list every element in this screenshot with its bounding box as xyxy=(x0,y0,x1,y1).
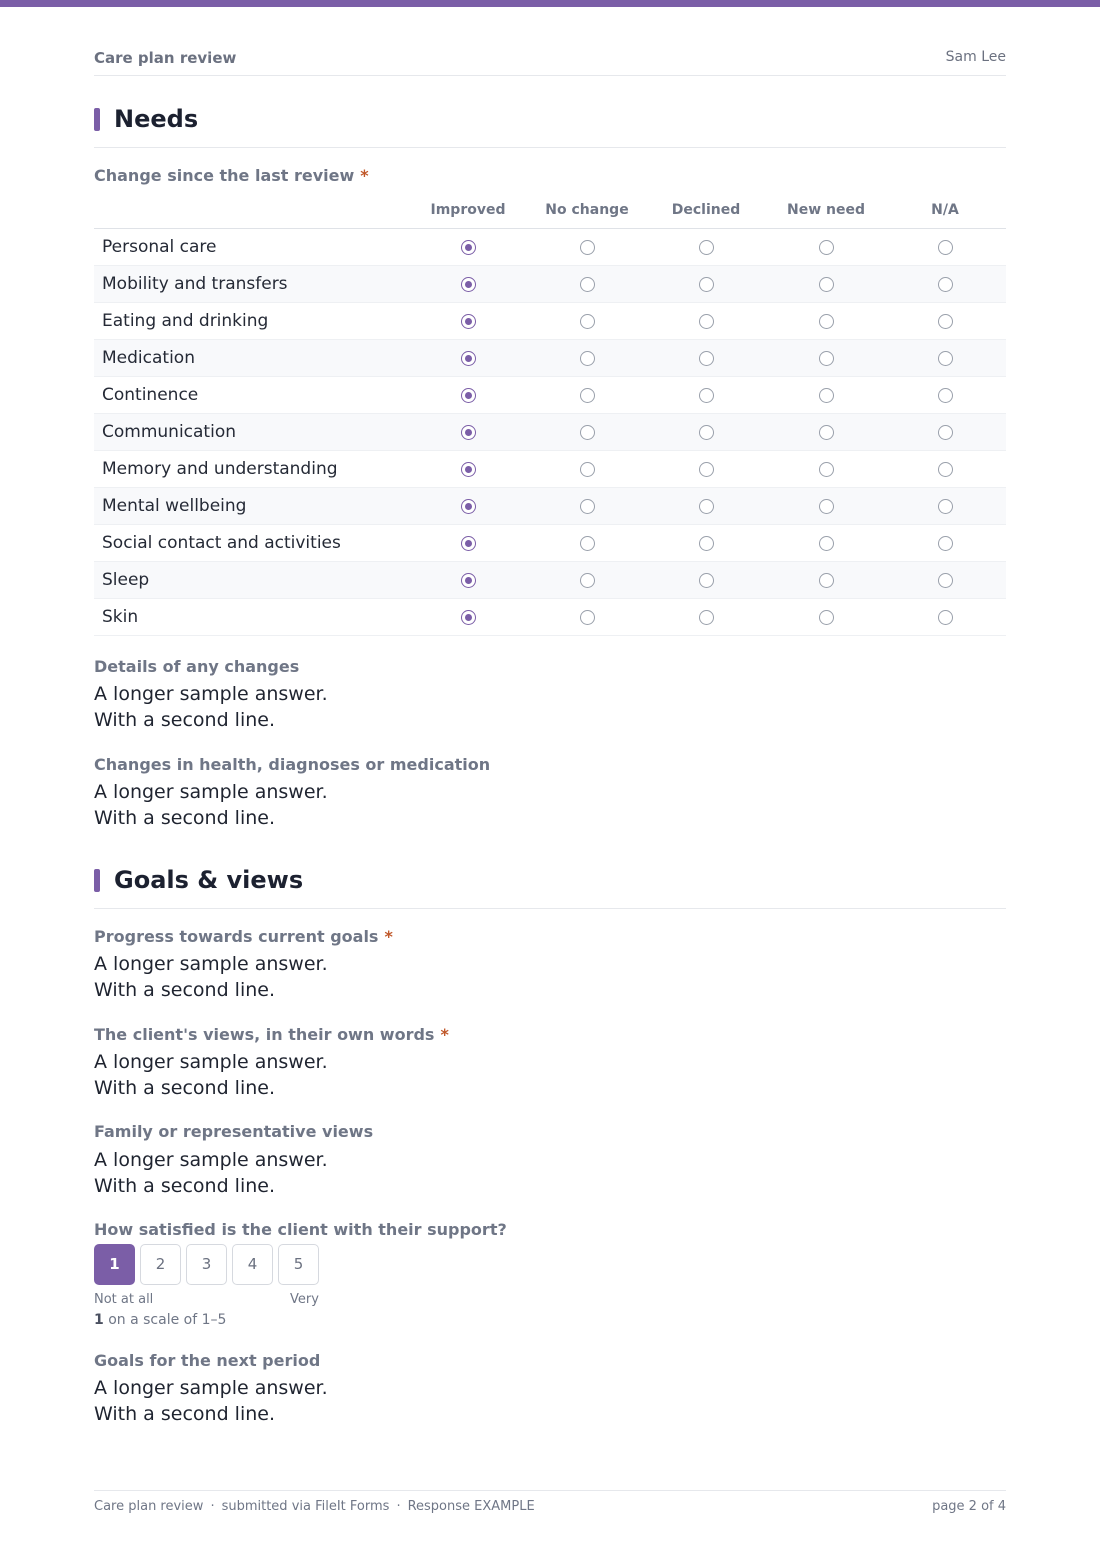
footer-response: Response EXAMPLE xyxy=(407,1499,535,1514)
radio-n-a[interactable] xyxy=(938,610,953,625)
section-title: Goals & views xyxy=(114,866,304,894)
question-label-text: The client's views, in their own words xyxy=(94,1025,435,1044)
grid-row-label: Mobility and transfers xyxy=(102,274,288,294)
grid-row xyxy=(94,488,1006,525)
radio-new-need[interactable] xyxy=(819,425,834,440)
answer-client-views xyxy=(94,1049,328,1101)
radio-n-a[interactable] xyxy=(938,573,953,588)
grid-row-label: Medication xyxy=(102,348,195,368)
radio-improved[interactable] xyxy=(461,536,476,551)
radio-declined[interactable] xyxy=(699,462,714,477)
radio-improved[interactable] xyxy=(461,314,476,329)
scale-option-5[interactable]: 5 xyxy=(278,1244,319,1285)
scale-option-1[interactable]: 1 xyxy=(94,1244,135,1285)
radio-no-change[interactable] xyxy=(580,536,595,551)
section-title: Needs xyxy=(114,105,199,133)
radio-n-a[interactable] xyxy=(938,425,953,440)
grid-row-label: Memory and understanding xyxy=(102,459,338,479)
footer-separator: · xyxy=(210,1499,215,1514)
question-label-progress xyxy=(94,927,393,946)
radio-declined[interactable] xyxy=(699,314,714,329)
grid-row-label: Personal care xyxy=(102,237,217,257)
grid-row-label: Skin xyxy=(102,607,139,627)
section-accent-bar xyxy=(94,108,100,131)
answer-family-views xyxy=(94,1147,328,1199)
radio-declined[interactable] xyxy=(699,573,714,588)
required-mark: * xyxy=(440,1025,449,1044)
scale-value: 1 xyxy=(94,1312,104,1328)
radio-no-change[interactable] xyxy=(580,240,595,255)
radio-no-change[interactable] xyxy=(580,462,595,477)
answer-details xyxy=(94,681,328,733)
answer-line: With a second line. xyxy=(94,1077,275,1099)
radio-n-a[interactable] xyxy=(938,536,953,551)
question-label-details: Details of any changes xyxy=(94,657,300,676)
question-label-next-goals: Goals for the next period xyxy=(94,1351,321,1370)
required-mark: * xyxy=(384,927,393,946)
radio-declined[interactable] xyxy=(699,536,714,551)
radio-improved[interactable] xyxy=(461,425,476,440)
radio-n-a[interactable] xyxy=(938,499,953,514)
grid-row-label: Sleep xyxy=(102,570,150,590)
radio-n-a[interactable] xyxy=(938,351,953,366)
grid-row xyxy=(94,303,1006,340)
radio-no-change[interactable] xyxy=(580,314,595,329)
radio-declined[interactable] xyxy=(699,388,714,403)
grid-row xyxy=(94,377,1006,414)
radio-n-a[interactable] xyxy=(938,277,953,292)
radio-improved[interactable] xyxy=(461,277,476,292)
needs-grid-label xyxy=(94,166,369,185)
answer-line: With a second line. xyxy=(94,1175,275,1197)
radio-no-change[interactable] xyxy=(580,610,595,625)
scale-option-3[interactable]: 3 xyxy=(186,1244,227,1285)
radio-improved[interactable] xyxy=(461,240,476,255)
grid-column-header: N/A xyxy=(931,202,959,218)
radio-declined[interactable] xyxy=(699,425,714,440)
radio-new-need[interactable] xyxy=(819,314,834,329)
top-accent-bar xyxy=(0,0,1100,7)
grid-row xyxy=(94,451,1006,488)
grid-row xyxy=(94,562,1006,599)
radio-n-a[interactable] xyxy=(938,388,953,403)
radio-improved[interactable] xyxy=(461,462,476,477)
footer-separator: · xyxy=(396,1499,401,1514)
grid-row xyxy=(94,525,1006,562)
radio-new-need[interactable] xyxy=(819,388,834,403)
answer-line: With a second line. xyxy=(94,1403,275,1425)
grid-row-label: Mental wellbeing xyxy=(102,496,247,516)
footer-form-name: Care plan review xyxy=(94,1499,204,1514)
grid-column-header: New need xyxy=(787,202,865,218)
radio-no-change[interactable] xyxy=(580,573,595,588)
answer-line: With a second line. xyxy=(94,979,275,1001)
footer-via: submitted via FileIt Forms xyxy=(221,1499,390,1514)
radio-new-need[interactable] xyxy=(819,499,834,514)
page-header xyxy=(94,48,1006,76)
question-label-health: Changes in health, diagnoses or medication xyxy=(94,755,491,774)
radio-no-change[interactable] xyxy=(580,425,595,440)
radio-new-need[interactable] xyxy=(819,610,834,625)
radio-declined[interactable] xyxy=(699,351,714,366)
grid-column-header: Declined xyxy=(671,202,741,218)
radio-new-need[interactable] xyxy=(819,462,834,477)
grid-row xyxy=(94,599,1006,636)
scale-low-label: Not at all xyxy=(94,1292,154,1307)
radio-declined[interactable] xyxy=(699,499,714,514)
radio-declined[interactable] xyxy=(699,240,714,255)
grid-row-label: Continence xyxy=(102,385,199,405)
radio-declined[interactable] xyxy=(699,610,714,625)
answer-health xyxy=(94,779,328,831)
radio-new-need[interactable] xyxy=(819,536,834,551)
form-title: Care plan review xyxy=(94,49,237,67)
page-footer xyxy=(94,1490,1006,1520)
question-label-satisfaction: How satisfied is the client with their support? xyxy=(94,1220,507,1239)
radio-new-need[interactable] xyxy=(819,351,834,366)
grid-column-header: Improved xyxy=(430,202,506,218)
radio-no-change[interactable] xyxy=(580,351,595,366)
answer-next-goals xyxy=(94,1375,328,1427)
required-mark: * xyxy=(360,166,369,185)
question-label-text: Change since the last review xyxy=(94,166,355,185)
answer-line: A longer sample answer. xyxy=(94,1377,328,1399)
respondent-name: Sam Lee xyxy=(945,49,1006,65)
grid-row-label: Eating and drinking xyxy=(102,311,269,331)
answer-line: With a second line. xyxy=(94,709,275,731)
scale-option-4[interactable]: 4 xyxy=(232,1244,273,1285)
radio-n-a[interactable] xyxy=(938,240,953,255)
grid-row-label: Communication xyxy=(102,422,236,442)
question-label-family-views: Family or representative views xyxy=(94,1122,374,1141)
radio-n-a[interactable] xyxy=(938,314,953,329)
answer-line: With a second line. xyxy=(94,807,275,829)
page-number: page 2 of 4 xyxy=(932,1499,1006,1514)
answer-line: A longer sample answer. xyxy=(94,683,328,705)
answer-progress xyxy=(94,951,328,1003)
radio-new-need[interactable] xyxy=(819,240,834,255)
radio-no-change[interactable] xyxy=(580,499,595,514)
radio-declined[interactable] xyxy=(699,277,714,292)
radio-no-change[interactable] xyxy=(580,388,595,403)
answer-line: A longer sample answer. xyxy=(94,953,328,975)
scale-high-label: Very xyxy=(290,1292,319,1307)
radio-no-change[interactable] xyxy=(580,277,595,292)
radio-improved[interactable] xyxy=(461,499,476,514)
answer-line: A longer sample answer. xyxy=(94,1051,328,1073)
answer-line: A longer sample answer. xyxy=(94,781,328,803)
question-label-client-views xyxy=(94,1025,449,1044)
grid-row xyxy=(94,340,1006,377)
radio-n-a[interactable] xyxy=(938,462,953,477)
scale-option-2[interactable]: 2 xyxy=(140,1244,181,1285)
question-label-text: Progress towards current goals xyxy=(94,927,379,946)
scale-value-text xyxy=(94,1312,226,1328)
section-heading-goals xyxy=(94,866,1006,909)
needs-grid xyxy=(94,196,1006,636)
grid-row-label: Social contact and activities xyxy=(102,533,341,553)
radio-improved[interactable] xyxy=(461,610,476,625)
grid-body xyxy=(94,229,1006,636)
radio-new-need[interactable] xyxy=(819,277,834,292)
radio-improved[interactable] xyxy=(461,573,476,588)
footer-info xyxy=(94,1499,535,1514)
grid-row xyxy=(94,414,1006,451)
scale-value-suffix: on a scale of 1–5 xyxy=(108,1312,227,1328)
radio-improved[interactable] xyxy=(461,388,476,403)
grid-header-row xyxy=(94,196,1006,229)
grid-row xyxy=(94,229,1006,266)
radio-improved[interactable] xyxy=(461,351,476,366)
section-heading-needs xyxy=(94,105,1006,148)
grid-column-header: No change xyxy=(545,202,629,218)
section-accent-bar xyxy=(94,869,100,892)
answer-line: A longer sample answer. xyxy=(94,1149,328,1171)
grid-row xyxy=(94,266,1006,303)
radio-new-need[interactable] xyxy=(819,573,834,588)
